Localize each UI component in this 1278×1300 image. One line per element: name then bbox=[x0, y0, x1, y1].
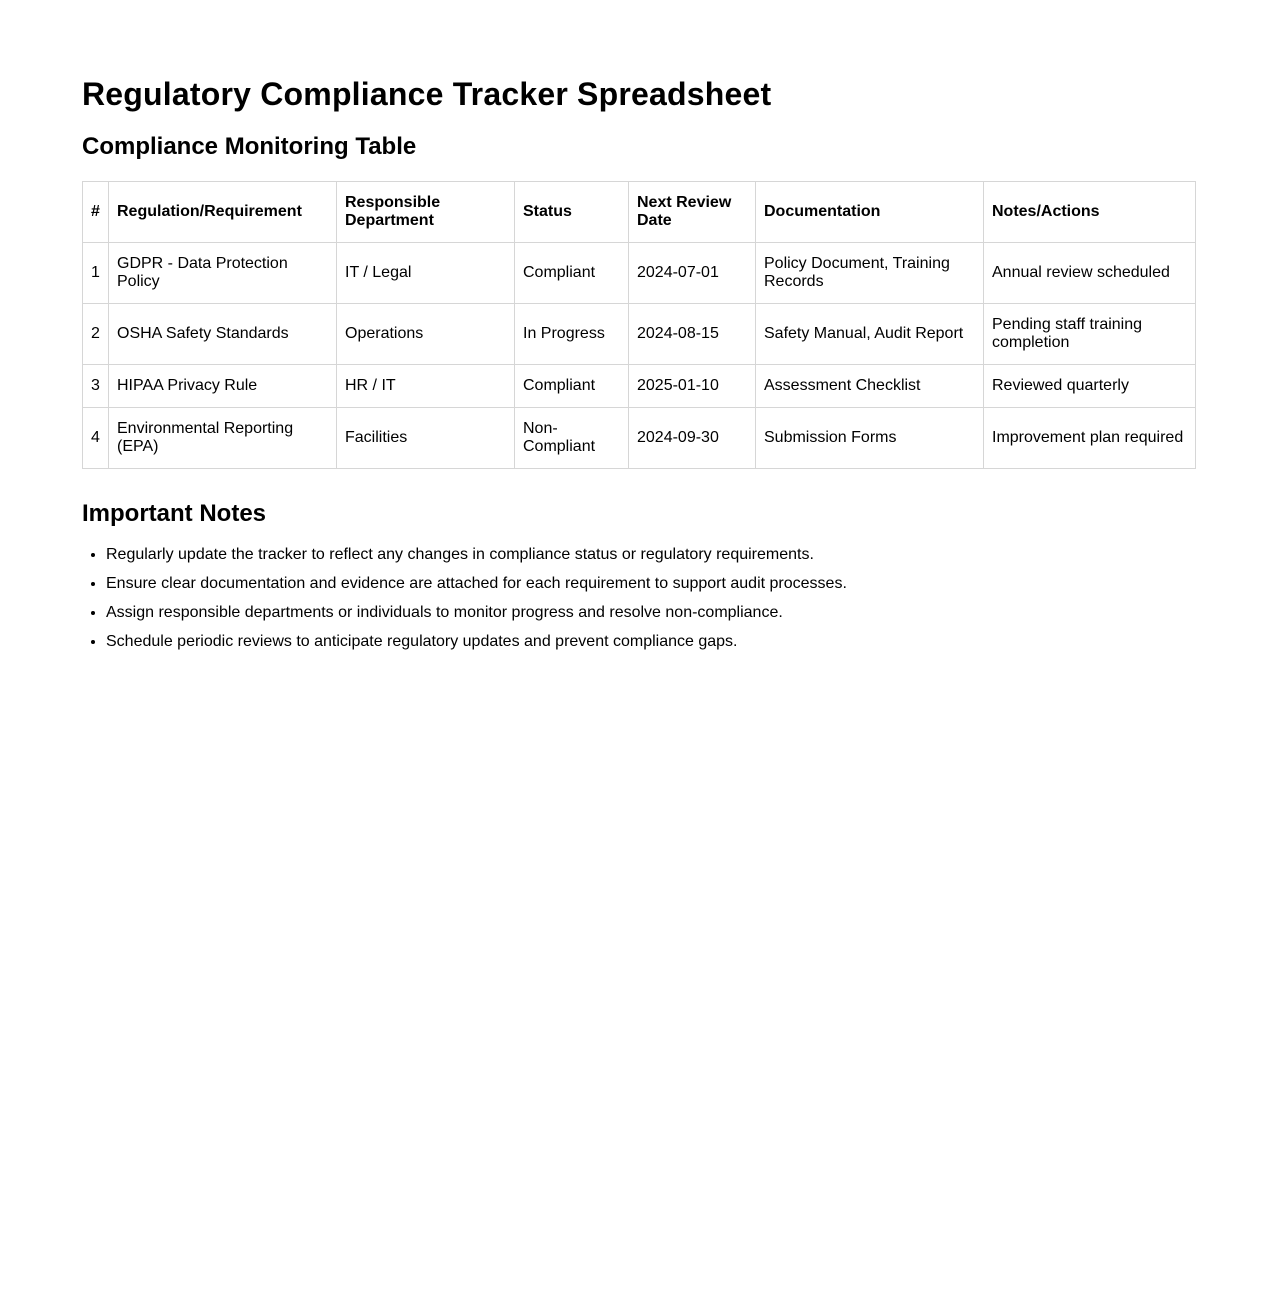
header-documentation: Documentation bbox=[756, 182, 984, 243]
cell-status: Compliant bbox=[515, 365, 629, 408]
cell-num: 1 bbox=[83, 243, 109, 304]
cell-documentation: Safety Manual, Audit Report bbox=[756, 304, 984, 365]
header-department: Responsible Department bbox=[337, 182, 515, 243]
list-item: • Assign responsible departments or individuals to monitor progress and resolve non-compliance. bbox=[106, 604, 1196, 622]
header-status: Status bbox=[515, 182, 629, 243]
cell-regulation: GDPR - Data Protection Policy bbox=[109, 243, 337, 304]
notes-list bbox=[82, 546, 1196, 651]
cell-review-date: 2024-07-01 bbox=[629, 243, 756, 304]
header-notes: Notes/Actions bbox=[984, 182, 1196, 243]
table-row bbox=[83, 304, 1196, 365]
table-body bbox=[83, 243, 1196, 469]
cell-num: 2 bbox=[83, 304, 109, 365]
cell-num: 3 bbox=[83, 365, 109, 408]
list-item: • Ensure clear documentation and evidence are attached for each requirement to support audit processes. bbox=[106, 575, 1196, 593]
header-review-date: Next Review Date bbox=[629, 182, 756, 243]
cell-review-date: 2024-09-30 bbox=[629, 408, 756, 469]
table-header bbox=[83, 182, 1196, 243]
cell-notes: Reviewed quarterly bbox=[984, 365, 1196, 408]
cell-department: IT / Legal bbox=[337, 243, 515, 304]
cell-review-date: 2024-08-15 bbox=[629, 304, 756, 365]
cell-notes: Improvement plan required bbox=[984, 408, 1196, 469]
cell-regulation: HIPAA Privacy Rule bbox=[109, 365, 337, 408]
page-title: Regulatory Compliance Tracker Spreadsheet bbox=[82, 76, 772, 112]
header-num: # bbox=[83, 182, 109, 243]
cell-documentation: Policy Document, Training Records bbox=[756, 243, 984, 304]
cell-documentation: Assessment Checklist bbox=[756, 365, 984, 408]
cell-num: 4 bbox=[83, 408, 109, 469]
table-section-title: Compliance Monitoring Table bbox=[82, 133, 417, 160]
cell-notes: Pending staff training completion bbox=[984, 304, 1196, 365]
cell-regulation: Environmental Reporting (EPA) bbox=[109, 408, 337, 469]
cell-department: HR / IT bbox=[337, 365, 515, 408]
cell-regulation: OSHA Safety Standards bbox=[109, 304, 337, 365]
list-item: • Regularly update the tracker to reflect any changes in compliance status or regulatory requirements. bbox=[106, 546, 1196, 564]
compliance-table bbox=[82, 181, 1196, 469]
cell-review-date: 2025-01-10 bbox=[629, 365, 756, 408]
cell-notes: Annual review scheduled bbox=[984, 243, 1196, 304]
header-regulation: Regulation/Requirement bbox=[109, 182, 337, 243]
list-item: • Schedule periodic reviews to anticipate regulatory updates and prevent compliance gaps. bbox=[106, 633, 1196, 651]
notes-section-title: Important Notes bbox=[82, 500, 267, 527]
cell-status: Compliant bbox=[515, 243, 629, 304]
table-row bbox=[83, 243, 1196, 304]
table-header-row bbox=[83, 182, 1196, 243]
cell-documentation: Submission Forms bbox=[756, 408, 984, 469]
cell-department: Operations bbox=[337, 304, 515, 365]
cell-department: Facilities bbox=[337, 408, 515, 469]
table-row bbox=[83, 408, 1196, 469]
table-row bbox=[83, 365, 1196, 408]
cell-status: In Progress bbox=[515, 304, 629, 365]
cell-status: Non-Compliant bbox=[515, 408, 629, 469]
